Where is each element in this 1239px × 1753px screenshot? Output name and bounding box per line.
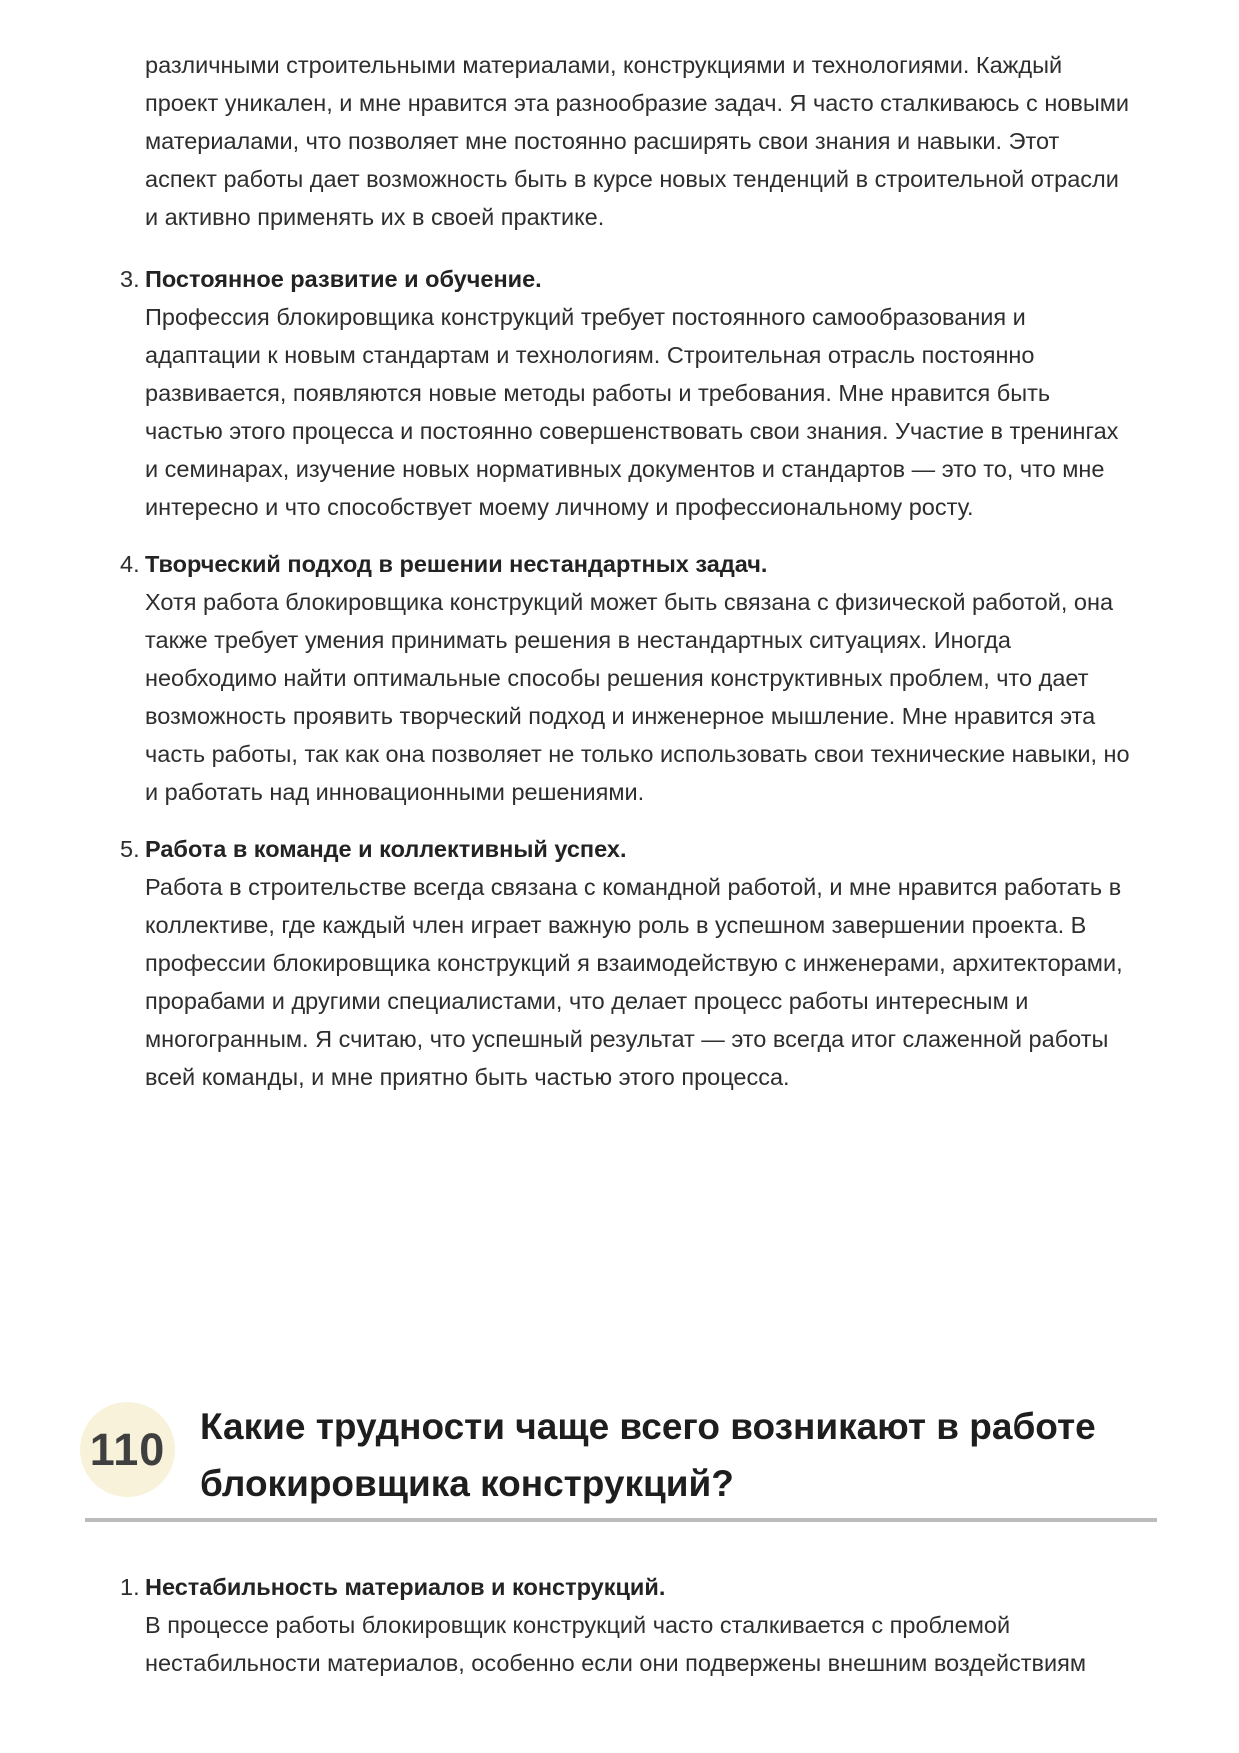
question-number: 110 [89,1423,166,1475]
list-item [120,830,1133,1096]
list-item [120,260,1133,526]
item-number: 5. [120,835,140,862]
item-body: Хотя работа блокировщика конструкций может быть связана с физической работой, она также требует умения принимать решения в нестандартных ситуациях. Иногда необходимо найти оптимальные способы решения конструктивных проблем, что дает возможность проявить творческий подход и инженерное мышление. Мне нравится эта часть работы, так как она позволяет не только использовать свои технические навыки, но и работать над инновационными решениями. [145,588,1130,805]
item-title: Работа в команде и коллективный успех. [145,835,627,862]
question-section [80,1398,1165,1530]
item-title: Нестабильность материалов и конструкций. [145,1574,666,1600]
item-body: В процессе работы блокировщик конструкций часто сталкивается с проблемой нестабильности материалов, особенно если они подвержены внешним воздействиям [145,1612,1087,1676]
question-number-badge [80,1402,175,1497]
item-number: 3. [120,265,140,292]
benefits-list [120,260,1133,1096]
list-item [120,545,1133,811]
page-content [80,0,1165,1096]
item-content [145,1568,1133,1682]
item-number: 4. [120,550,140,577]
item-title: Творческий подход в решении нестандартных задач. [145,550,768,577]
continuation-paragraph: различными строительными материалами, конструкциями и технологиями. Каждый проект уникален, и мне нравится эта разнообразие задач. Я часто сталкиваюсь с новыми материалами, что позволяет мне постоянно расширять свои знания и навыки. Этот аспект работы дает возможность быть в курсе новых тенденций в строительной отрасли и активно применять их в своей практике. [145,52,1130,230]
question-title: Какие трудности чаще всего возникают в работе блокировщика конструкций? [200,1406,1096,1504]
item-content [145,545,1133,811]
item-body: Профессия блокировщика конструкций требует постоянного самообразования и адаптации к новым стандартам и технологиям. Строительная отрасль постоянно развивается, появляются новые методы работы и требования. Мне нравится быть частью этого процесса и постоянно совершенствовать свои знания. Участие в тренингах и семинарах, изучение новых нормативных документов и стандартов — это то, что мне интересно и что способствует моему личному и профессиональному росту. [145,303,1119,520]
section-divider [85,1518,1157,1522]
item-body: Работа в строительстве всегда связана с командной работой, и мне нравится работать в коллективе, где каждый член играет важную роль в успешном завершении проекта. В профессии блокировщика конструкций я взаимодействую с инженерами, архитекторами, прорабами и другими специалистами, что делает процесс работы интересным и многогранным. Я считаю, что успешный результат — это всегда итог слаженной работы всей команды, и мне приятно быть частью этого процесса. [145,873,1123,1090]
item-content [145,260,1133,526]
answer-list [120,1568,1133,1682]
item-content [145,830,1133,1096]
item-number: 1. [120,1574,140,1600]
question-header [80,1398,1165,1512]
item-title: Постоянное развитие и обучение. [145,265,542,292]
list-item [120,1568,1133,1682]
